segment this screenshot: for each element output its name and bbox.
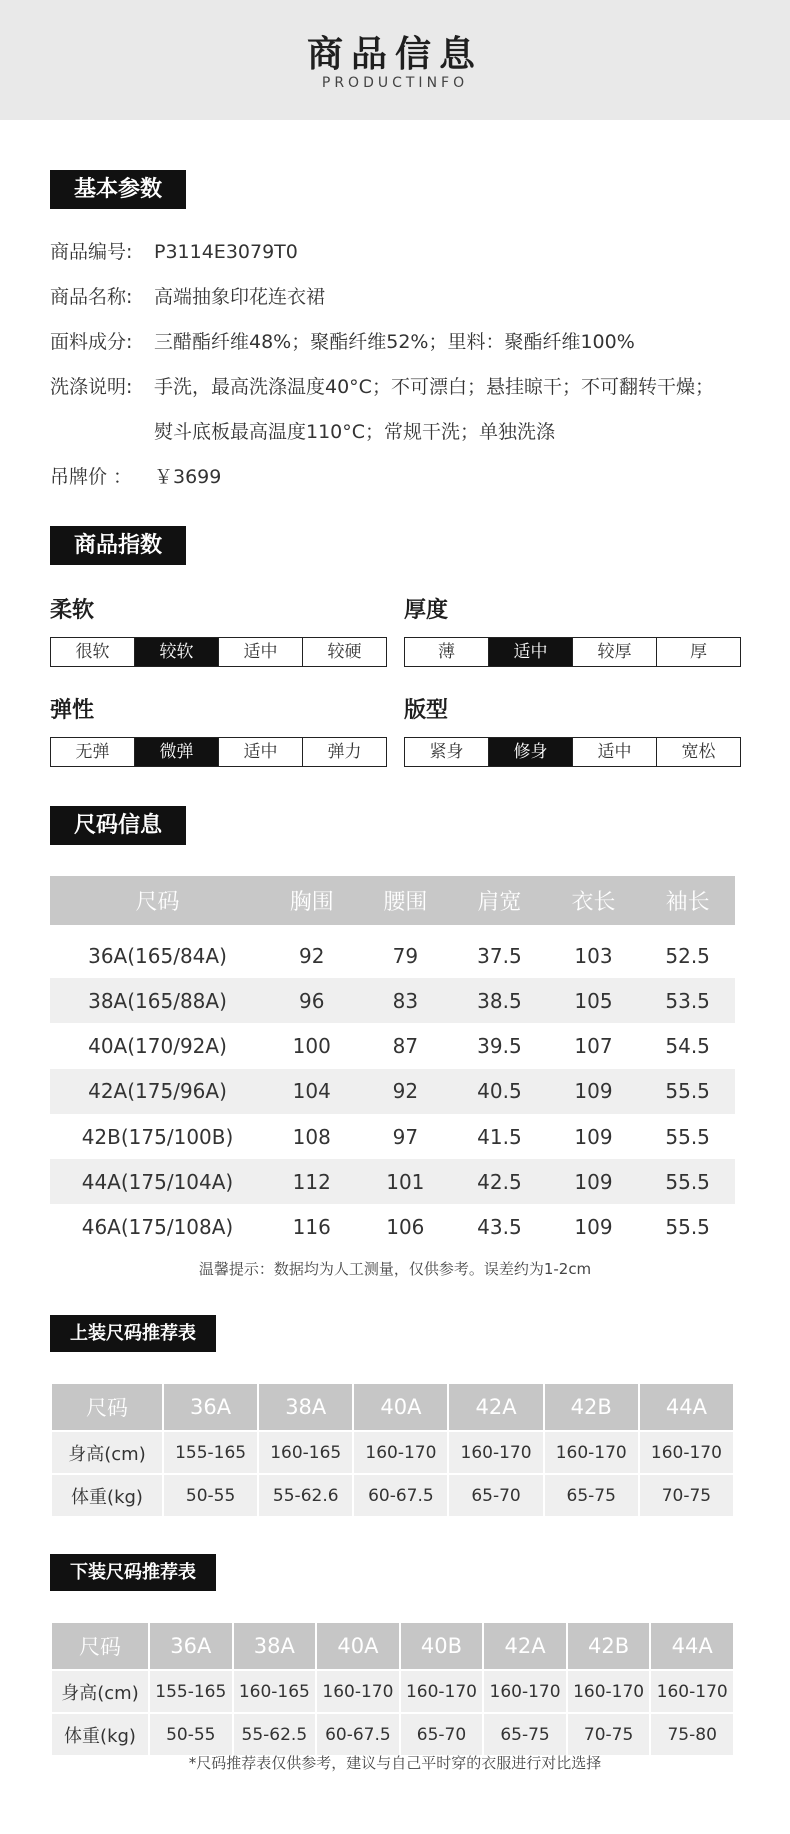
table-header-cell: 44A: [651, 1623, 733, 1669]
table-header-cell: 腰围: [359, 876, 453, 925]
table-cell: 53.5: [640, 978, 735, 1023]
table-cell: 160-170: [354, 1432, 447, 1473]
softness-option: 适中: [219, 638, 303, 666]
table-cell: 50-55: [164, 1475, 257, 1516]
info-row-washing: [50, 372, 714, 399]
fit-option: 紧身: [405, 738, 489, 766]
table-cell: 体重(kg): [52, 1714, 148, 1755]
table-cell: 79: [392, 943, 419, 968]
table-row: [50, 1069, 735, 1114]
thickness-option: 厚: [690, 642, 707, 662]
table-row: [52, 1475, 733, 1516]
table-cell: 96: [265, 978, 359, 1023]
bottom-rec-table: [50, 1621, 735, 1757]
table-cell: 42A(175/96A): [50, 1069, 265, 1114]
size-table: [50, 876, 735, 1250]
table-row: [50, 1023, 735, 1068]
table-cell: 103: [574, 943, 613, 968]
header-banner: [0, 0, 790, 120]
table-cell: 70-75: [568, 1714, 650, 1755]
info-row-price: [50, 462, 221, 489]
table-cell: 41.5: [477, 1124, 522, 1149]
table-cell: 160-170: [545, 1432, 638, 1473]
table-cell: 160-170: [651, 1671, 733, 1712]
info-key: 洗涤说明:: [50, 376, 133, 398]
elasticity-option: 适中: [219, 738, 303, 766]
table-row: [50, 1114, 735, 1159]
fit-option: 宽松: [681, 742, 716, 762]
table-cell: 46A(175/108A): [81, 1215, 234, 1240]
table-cell: 108: [292, 1124, 331, 1149]
table-cell: 160-165: [234, 1671, 316, 1712]
info-value: 手洗，最高洗涤温度40°C；不可漂白；悬挂晾干；不可翻转干燥；: [154, 376, 714, 398]
table-cell: 83: [359, 978, 453, 1023]
info-value: 三醋酯纤维48%；聚酯纤维52%；里料：聚酯纤维100%: [154, 331, 635, 353]
table-cell: 70-75: [640, 1475, 733, 1516]
table-cell: 104: [265, 1069, 359, 1114]
table-cell: 160-170: [317, 1671, 399, 1712]
top-rec-table: [50, 1382, 735, 1518]
thickness-option: 薄: [405, 638, 489, 666]
table-cell: 55-62.5: [234, 1714, 316, 1755]
table-header-cell: 36A: [164, 1384, 257, 1430]
table-cell: 身高(cm): [52, 1671, 148, 1712]
elasticity-title: 弹性: [50, 698, 95, 723]
softness-option: 很软: [51, 638, 135, 666]
table-cell: 54.5: [665, 1033, 710, 1058]
table-header-cell: 36A: [150, 1623, 232, 1669]
elasticity-option: 无弹: [51, 738, 135, 766]
fit-option: 适中: [573, 738, 657, 766]
table-header-cell: 40A: [317, 1623, 399, 1669]
table-row: [50, 978, 735, 1023]
table-cell: 109: [547, 1159, 641, 1204]
table-cell: 55.5: [640, 1159, 735, 1204]
fit-title: 版型: [404, 698, 449, 723]
table-cell: 55-62.6: [259, 1475, 352, 1516]
table-cell: 101: [359, 1159, 453, 1204]
info-key: 商品名称:: [50, 286, 133, 308]
info-key: 吊牌价 ：: [50, 466, 133, 488]
table-header-cell: 42A: [484, 1623, 566, 1669]
table-cell: 38.5: [452, 978, 547, 1023]
table-cell: 109: [547, 1069, 641, 1114]
recommendation-note: *尺码推荐表仅供参考，建议与自己平时穿的衣服进行对比选择: [188, 1754, 602, 1772]
table-cell: 36A(165/84A): [88, 943, 227, 968]
price-value: ￥3699: [154, 466, 222, 488]
table-cell: 体重(kg): [52, 1475, 162, 1516]
table-cell: 105: [547, 978, 641, 1023]
table-cell: 55.5: [640, 1069, 735, 1114]
table-cell: 107: [574, 1033, 613, 1058]
table-header-cell: 衣长: [547, 876, 641, 925]
table-row: [50, 1204, 735, 1249]
size-note: 温馨提示：数据均为人工测量，仅供参考。误差约为1-2cm: [198, 1260, 592, 1278]
table-cell: 42.5: [452, 1159, 547, 1204]
table-cell: 55.5: [665, 1215, 710, 1240]
table-cell: 160-170: [449, 1432, 542, 1473]
table-cell: 38A(165/88A): [50, 978, 265, 1023]
table-cell: 160-170: [568, 1671, 650, 1712]
thickness-title: 厚度: [404, 598, 449, 623]
table-cell: 50-55: [150, 1714, 232, 1755]
fit-option: 修身: [489, 738, 573, 766]
table-cell: 116: [292, 1215, 331, 1240]
table-cell: 44A(175/104A): [50, 1159, 265, 1204]
table-header-cell: 尺码: [52, 1384, 162, 1430]
table-cell: 155-165: [164, 1432, 257, 1473]
softness-title: 柔软: [50, 598, 95, 623]
table-header-cell: 40B: [401, 1623, 483, 1669]
table-cell: 87: [392, 1033, 419, 1058]
softness-option: 较硬: [327, 642, 362, 662]
table-header-cell: 肩宽: [452, 876, 547, 925]
table-cell: 39.5: [477, 1033, 522, 1058]
info-key: 商品编号:: [50, 241, 133, 263]
size-table-header: [50, 876, 735, 925]
table-cell: 37.5: [477, 943, 522, 968]
rec-header-row: [52, 1384, 733, 1430]
info-row-washing-cont: 熨斗底板最高温度110°C；常规干洗；单独洗涤: [154, 421, 556, 443]
thickness-scale: [404, 637, 741, 667]
info-row-name: [50, 282, 325, 309]
elasticity-scale: [50, 737, 387, 767]
size-info-label: 尺码信息: [50, 806, 186, 845]
table-cell: 52.5: [665, 943, 710, 968]
info-value: P3114E3079T0: [154, 241, 298, 263]
table-header-cell: 袖长: [640, 876, 735, 925]
table-header-cell: 42B: [545, 1384, 638, 1430]
table-cell: 112: [265, 1159, 359, 1204]
elasticity-option: 微弹: [135, 738, 219, 766]
table-cell: 92: [359, 1069, 453, 1114]
table-cell: 160-165: [259, 1432, 352, 1473]
info-row-code: [50, 237, 298, 264]
table-header-cell: 42B: [568, 1623, 650, 1669]
softness-option: 较软: [135, 638, 219, 666]
thickness-option: 较厚: [573, 638, 657, 666]
table-cell: 65-70: [401, 1714, 483, 1755]
info-row-fabric: [50, 327, 635, 354]
table-cell: 65-75: [545, 1475, 638, 1516]
table-cell: 身高(cm): [52, 1432, 162, 1473]
table-header-cell: 尺码: [52, 1623, 148, 1669]
table-cell: 60-67.5: [317, 1714, 399, 1755]
table-cell: 65-75: [484, 1714, 566, 1755]
table-cell: 60-67.5: [354, 1475, 447, 1516]
top-rec-label: 上装尺码推荐表: [50, 1315, 216, 1352]
table-cell: 100: [292, 1033, 331, 1058]
product-index-label: 商品指数: [50, 526, 186, 565]
table-row: [52, 1671, 733, 1712]
info-key: 面料成分:: [50, 331, 133, 353]
table-cell: 109: [574, 1124, 613, 1149]
table-cell: 160-170: [401, 1671, 483, 1712]
table-header-cell: 尺码: [50, 876, 265, 925]
table-header-cell: 44A: [640, 1384, 733, 1430]
table-cell: 92: [299, 943, 325, 968]
table-header-cell: 胸围: [265, 876, 359, 925]
page-subtitle: PRODUCTINFO: [321, 75, 469, 91]
table-cell: 155-165: [150, 1671, 232, 1712]
table-cell: 106: [386, 1215, 425, 1240]
page-title: 商品信息: [306, 34, 483, 75]
table-cell: 160-170: [640, 1432, 733, 1473]
table-row: [50, 1159, 735, 1204]
table-cell: 65-70: [449, 1475, 542, 1516]
table-header-cell: 40A: [354, 1384, 447, 1430]
table-cell: 40A(170/92A): [88, 1033, 227, 1058]
table-cell: 75-80: [651, 1714, 733, 1755]
elasticity-option: 弹力: [327, 742, 362, 762]
rec-header-row: [52, 1623, 733, 1669]
fit-scale: [404, 737, 741, 767]
basic-params-label: 基本参数: [50, 170, 186, 209]
table-cell: 97: [392, 1124, 419, 1149]
table-cell: 160-170: [484, 1671, 566, 1712]
table-row: [52, 1714, 733, 1755]
table-row: [50, 925, 735, 978]
thickness-option: 适中: [489, 638, 573, 666]
bottom-rec-label: 下装尺码推荐表: [50, 1554, 216, 1591]
table-cell: 42B(175/100B): [81, 1124, 234, 1149]
table-cell: 43.5: [477, 1215, 522, 1240]
softness-scale: [50, 637, 387, 667]
table-cell: 55.5: [665, 1124, 710, 1149]
info-value: 高端抽象印花连衣裙: [154, 286, 326, 308]
table-cell: 109: [574, 1215, 613, 1240]
table-header-cell: 42A: [449, 1384, 542, 1430]
table-header-cell: 38A: [234, 1623, 316, 1669]
table-cell: 40.5: [452, 1069, 547, 1114]
table-row: [52, 1432, 733, 1473]
table-header-cell: 38A: [259, 1384, 352, 1430]
